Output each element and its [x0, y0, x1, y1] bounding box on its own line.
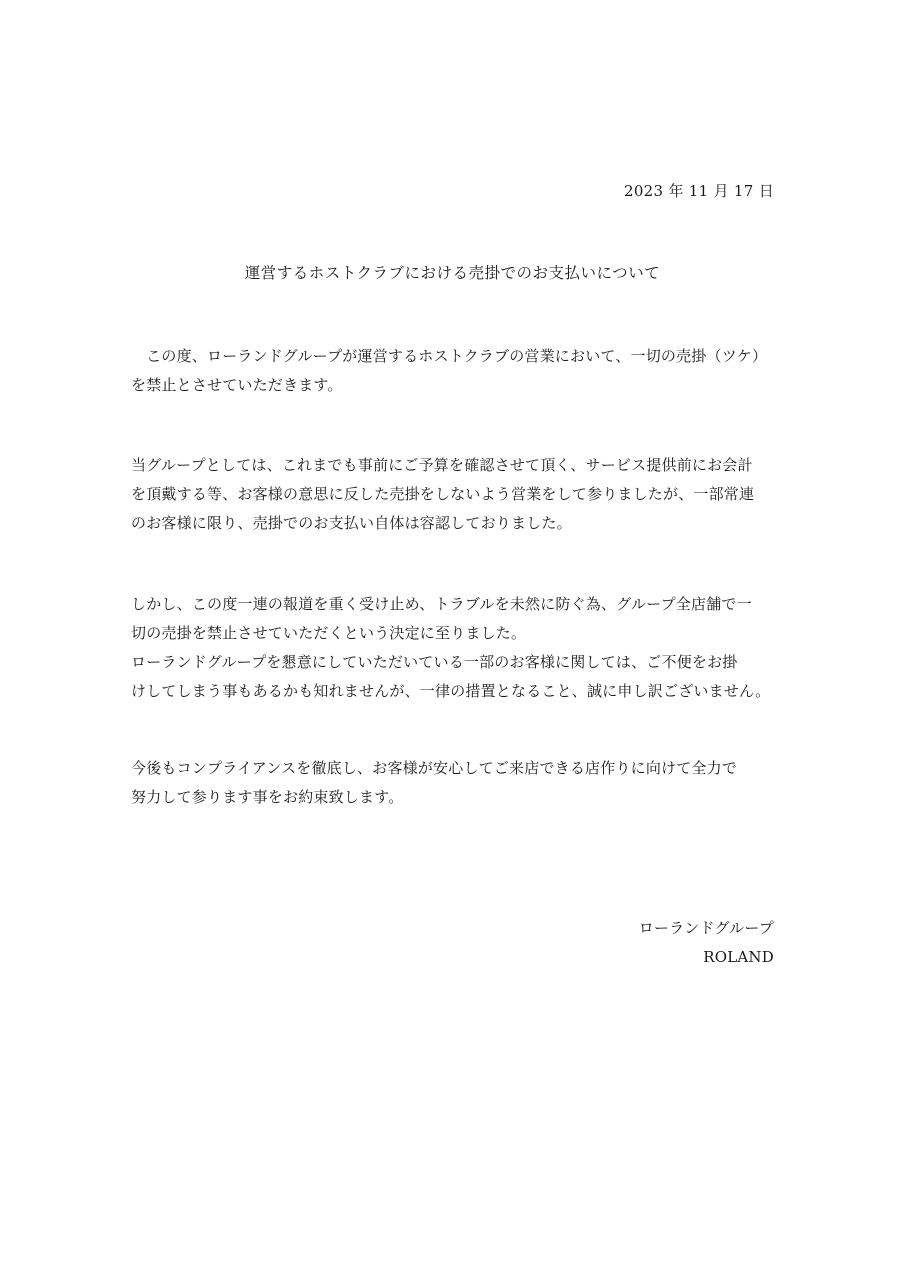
document-date: 2023 年 11 月 17 日: [624, 182, 774, 200]
document-title: 運営するホストクラブにおける売掛でのお支払いについて: [244, 264, 661, 282]
signature-block: [639, 914, 774, 972]
paragraph-line: を禁止とさせていただきます。: [131, 376, 343, 394]
paragraph-line: 今後もコンプライアンスを徹底し、お客様が安心してご来店できる店作りに向けて全力で: [131, 759, 738, 777]
paragraph-line: 努力して参ります事をお約束致します。: [131, 788, 404, 806]
paragraph-line: 当グループとしては、これまでも事前にご予算を確認させて頂く、サービス提供前にお会計: [131, 456, 753, 474]
paragraph-line: けしてしまう事もあるかも知れませんが、一律の措置となること、誠に申し訳ございません。: [131, 682, 771, 700]
signature-group: ローランドグループ: [638, 919, 774, 937]
paragraph-3: [131, 590, 791, 706]
paragraph-line: のお客様に限り、売掛でのお支払い自体は容認しておりました。: [131, 514, 572, 532]
signature-name: ROLAND: [703, 948, 774, 966]
paragraph-1: [131, 342, 791, 400]
paragraph-4: [131, 754, 791, 812]
paragraph-line: ローランドグループを懇意にしていただいている一部のお客様に関しては、ご不便をお掛: [131, 653, 738, 671]
paragraph-2: [131, 451, 791, 538]
paragraph-line: 切の売掛を禁止させていただくという決定に至りました。: [131, 624, 527, 642]
paragraph-line: この度、ローランドグループが運営するホストクラブの営業において、一切の売掛（ツケ）: [131, 347, 768, 365]
paragraph-line: しかし、この度一連の報道を重く受け止め、トラブルを未然に防ぐ為、グループ全店舗で一: [131, 595, 752, 613]
paragraph-line: を頂戴する等、お客様の意思に反した売掛をしないよう営業をして参りましたが、一部常連: [131, 485, 755, 503]
